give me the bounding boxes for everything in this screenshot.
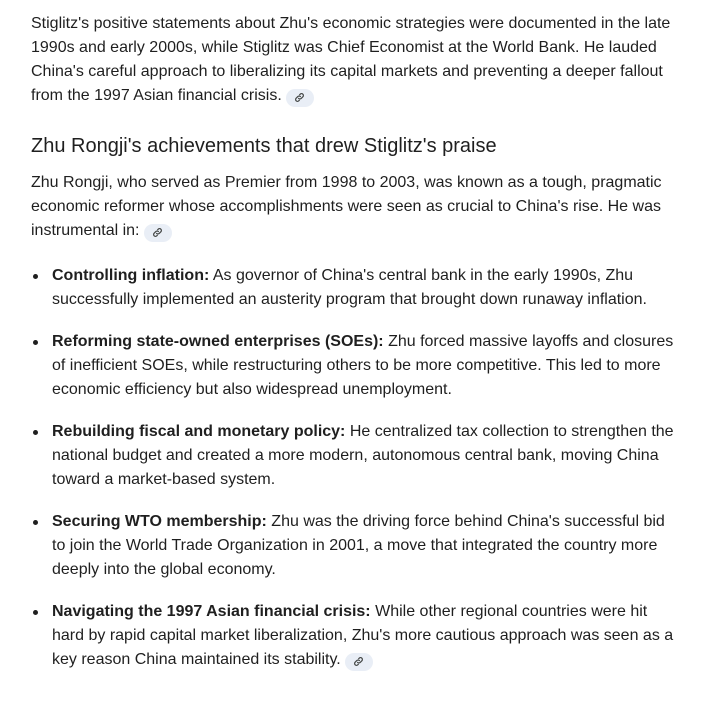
- lead-text: Zhu Rongji, who served as Premier from 1998 to 2003, was known as a tough, pragmatic economic reformer whose accomplishments were seen as crucial to China's rise. He was instrumental in:: [31, 174, 662, 239]
- intro-text: Stiglitz's positive statements about Zhu's economic strategies were documented in the late 1990s and early 2000s, while Stiglitz was Chief Economist at the World Bank. He lauded China's careful approach to liberalizing its capital markets and preventing a deeper fallout from the 1997 Asian financial crisis.: [31, 15, 671, 104]
- bullet-dot: [33, 274, 38, 279]
- item-term: Reforming state-owned enterprises (SOEs):: [52, 333, 384, 350]
- bullet-dot: [33, 340, 38, 345]
- source-link-chip[interactable]: [286, 89, 314, 107]
- item-text: Zhu forced massive layoffs and closures of inefficient SOEs, while restructuring others to be more competitive. This led to more economic efficiency but also widespread unemployment.: [52, 333, 674, 398]
- list-item: [31, 330, 681, 402]
- item-term: Rebuilding fiscal and monetary policy:: [52, 423, 346, 440]
- list-item: [31, 264, 681, 312]
- bullet-dot: [33, 520, 38, 525]
- achievements-list: [31, 264, 681, 690]
- item-term: Securing WTO membership:: [52, 513, 267, 530]
- lead-paragraph: [31, 171, 681, 243]
- link-icon: [294, 92, 305, 103]
- item-term: Navigating the 1997 Asian financial crisis:: [52, 603, 371, 620]
- item-term: Controlling inflation:: [52, 267, 210, 284]
- item-text: While other regional countries were hit hard by rapid capital market liberalization, Zhu's more cautious approach was seen as a key reason China maintained its stability.: [52, 603, 674, 668]
- list-item: [31, 510, 681, 582]
- source-link-chip[interactable]: [144, 224, 172, 242]
- intro-paragraph: [31, 12, 681, 108]
- item-text: Zhu was the driving force behind China's successful bid to join the World Trade Organization in 2001, a move that integrated the country more deeply into the global economy.: [52, 513, 665, 578]
- item-text: As governor of China's central bank in the early 1990s, Zhu successfully implemented an austerity program that brought down runaway inflation.: [52, 267, 647, 308]
- item-text: He centralized tax collection to strengthen the national budget and created a more modern, autonomous central bank, moving China toward a market-based system.: [52, 423, 674, 488]
- link-icon: [152, 227, 163, 238]
- section-heading: Zhu Rongji's achievements that drew Stiglitz's praise: [31, 135, 497, 157]
- bullet-dot: [33, 610, 38, 615]
- source-link-chip[interactable]: [345, 653, 373, 671]
- list-item: [31, 420, 681, 492]
- bullet-dot: [33, 430, 38, 435]
- list-item: [31, 600, 681, 672]
- link-icon: [353, 656, 364, 667]
